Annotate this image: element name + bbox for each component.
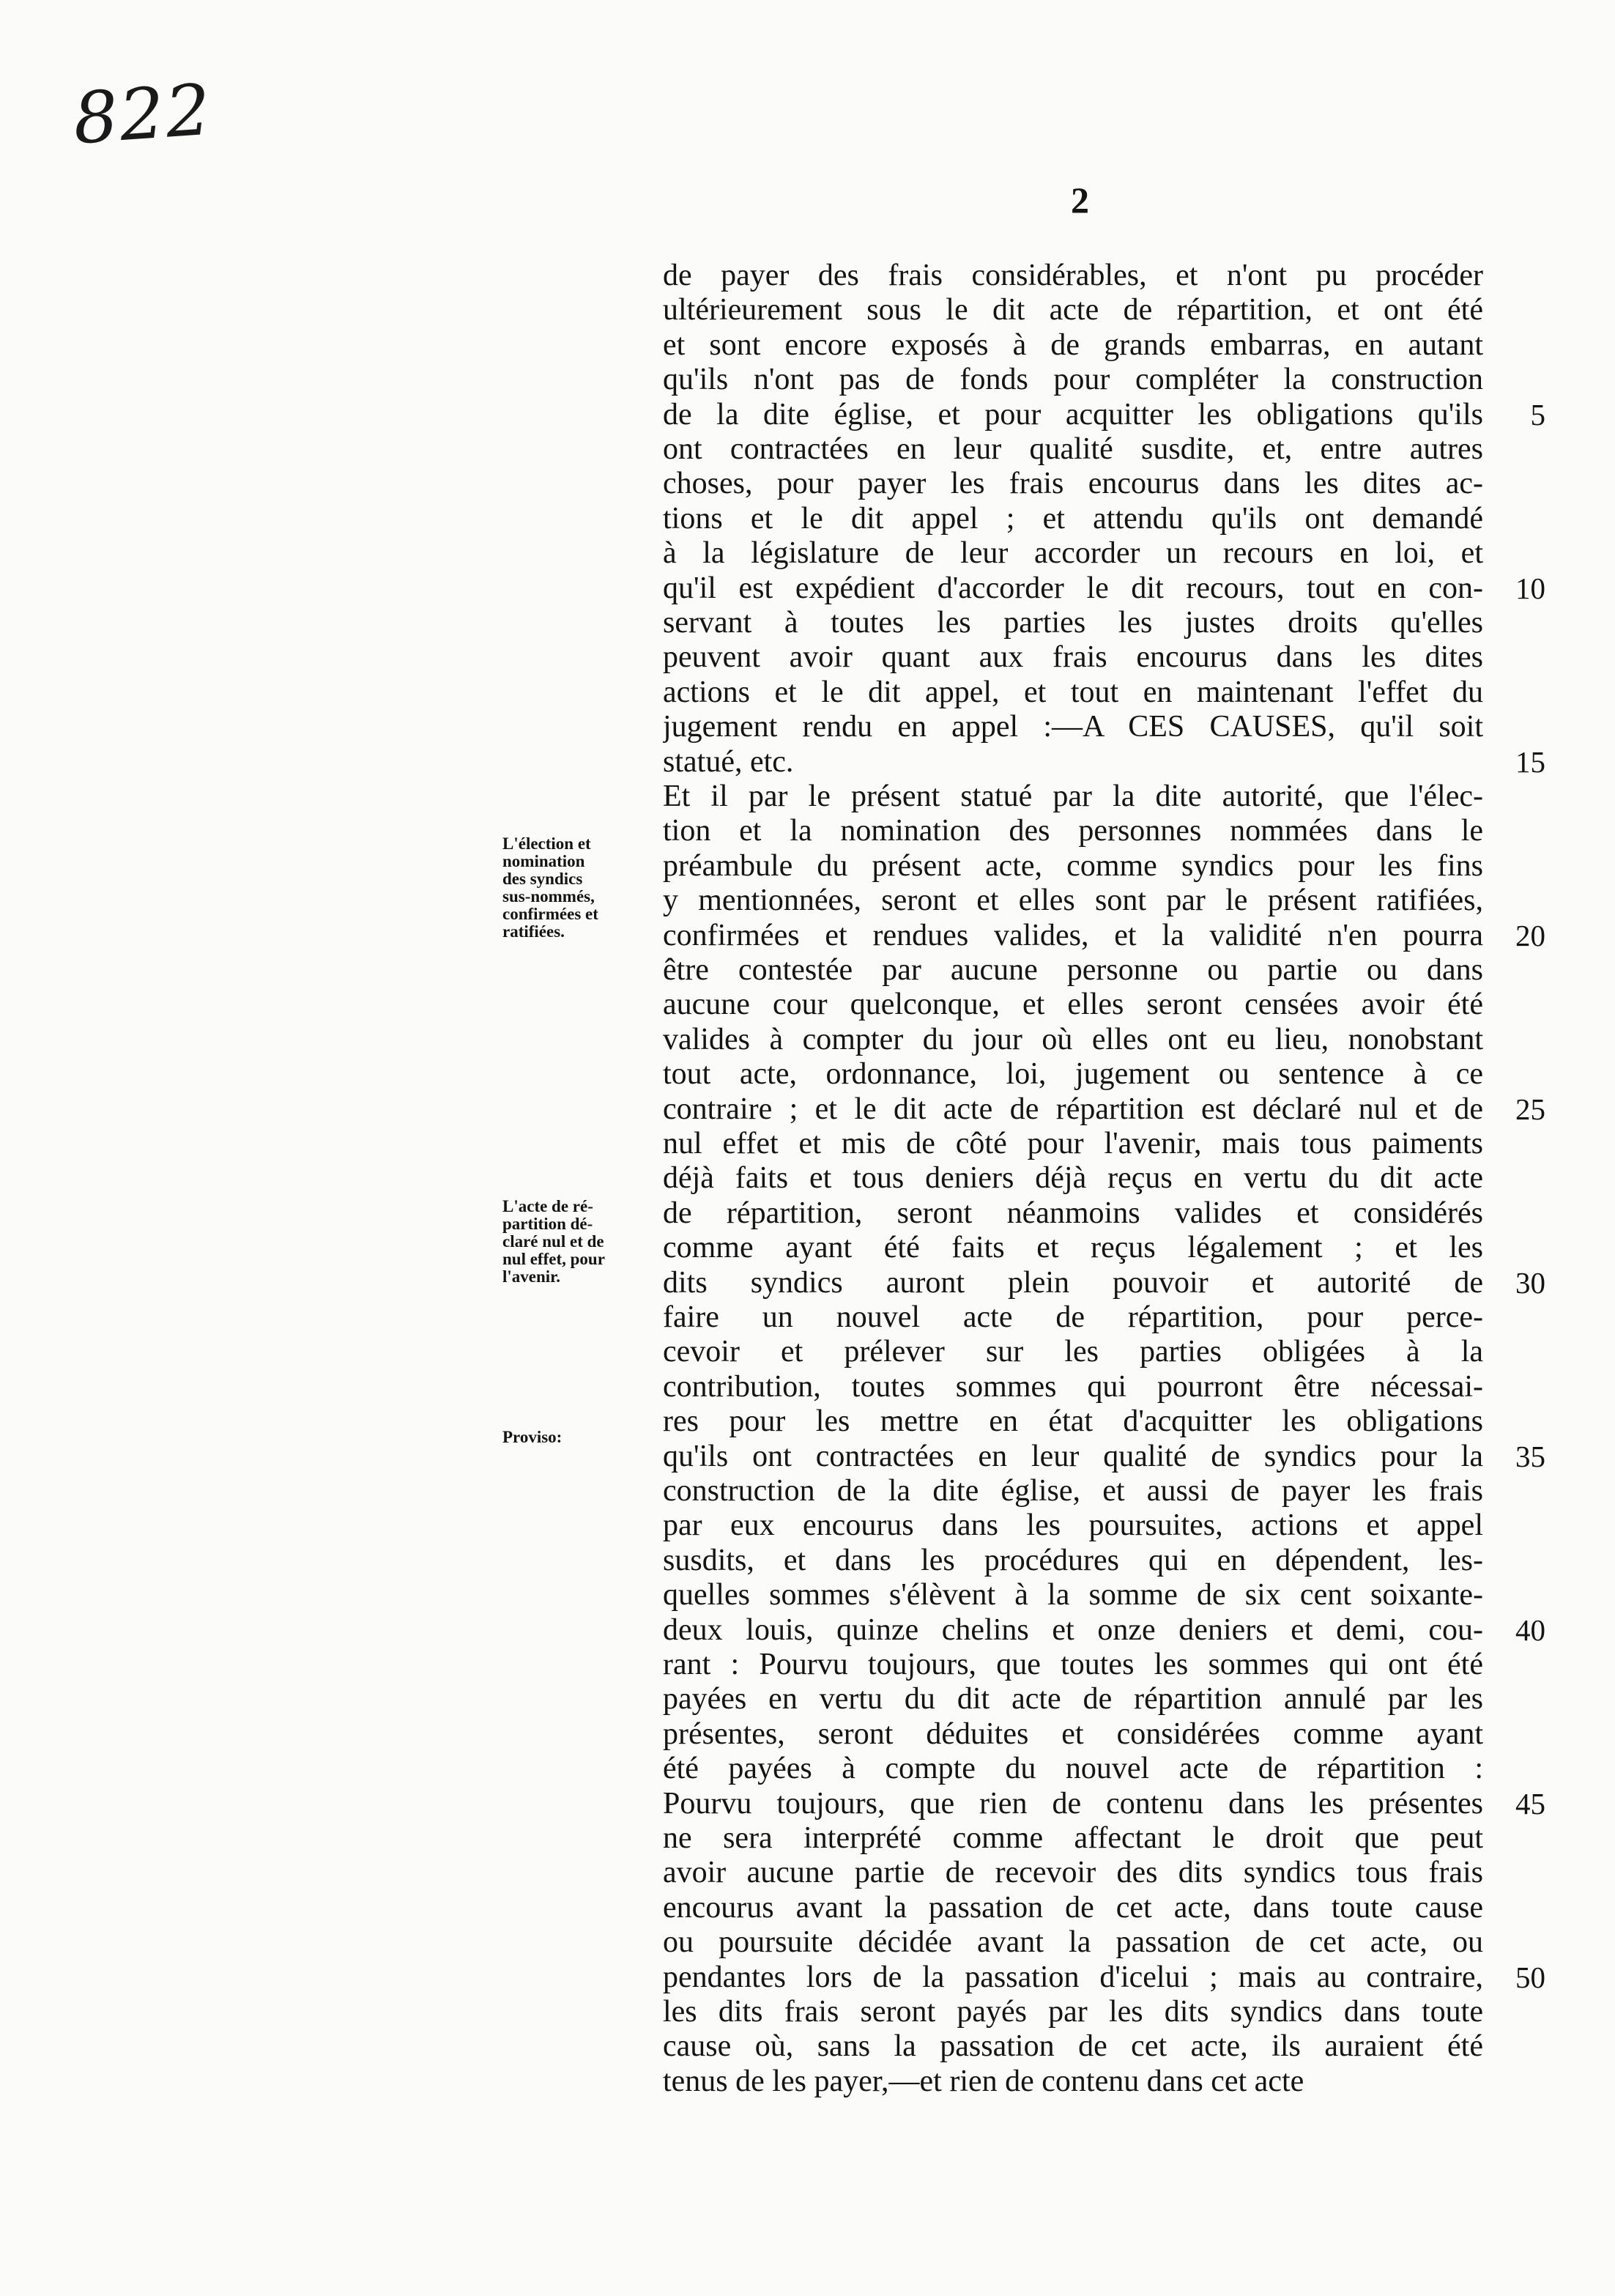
body-line: présentes, seront déduites et considérées comme ayant bbox=[663, 1717, 1483, 1751]
body-line: et sont encore exposés à de grands embarras, en autant bbox=[663, 327, 1483, 362]
body-line: ne sera interprété comme affectant le droit que peut bbox=[663, 1821, 1483, 1855]
margin-note-line: L'acte de ré- bbox=[502, 1197, 593, 1215]
body-line: faire un nouvel acte de répartition, pour perce- bbox=[663, 1300, 1483, 1334]
body-line: comme ayant été faits et reçus légalement ; et les bbox=[663, 1231, 1483, 1265]
body-line: tout acte, ordonnance, loi, jugement ou sentence à ce bbox=[663, 1057, 1483, 1092]
body-line: cevoir et prélever sur les parties obligées à la bbox=[663, 1335, 1483, 1369]
body-line: à la législature de leur accorder un recours en loi, et bbox=[663, 536, 1483, 571]
margin-note bbox=[502, 1429, 649, 1446]
body-line: cause où, sans la passation de cet acte, ils auraient été bbox=[663, 2029, 1483, 2064]
body-line: contraire ; et le dit acte de répartition est déclaré nul et de bbox=[663, 1092, 1483, 1126]
line-number: 15 bbox=[1515, 744, 1545, 779]
body-line: statué, etc. bbox=[663, 744, 794, 779]
body-line: aucune cour quelconque, et elles seront censées avoir été bbox=[663, 988, 1483, 1022]
body-line: de la dite église, et pour acquitter les obligations qu'ils bbox=[663, 397, 1483, 432]
body-line: encourus avant la passation de cet acte, dans toute cause bbox=[663, 1890, 1483, 1925]
line-number: 50 bbox=[1515, 1960, 1545, 1994]
body-line: payées en vertu du dit acte de répartition annulé par les bbox=[663, 1682, 1483, 1717]
margin-note-line: claré nul et de bbox=[502, 1232, 604, 1251]
body-line: rant : Pourvu toujours, que toutes les sommes qui ont été bbox=[663, 1648, 1483, 1681]
body-line: y mentionnées, seront et elles sont par le présent ratifiées, bbox=[663, 884, 1483, 918]
line-number: 45 bbox=[1515, 1786, 1545, 1821]
body-line: susdits, et dans les procédures qui en dépendent, les- bbox=[663, 1543, 1483, 1577]
line-number: 35 bbox=[1515, 1439, 1545, 1473]
body-line: déjà faits et tous deniers déjà reçus en vertu du dit acte bbox=[663, 1161, 1483, 1196]
body-line: jugement rendu en appel :—A CES CAUSES, qu'il soit bbox=[663, 710, 1483, 744]
body-line: pendantes lors de la passation d'icelui ; mais au contraire, bbox=[663, 1960, 1483, 1994]
body-line: par eux encourus dans les poursuites, actions et appel bbox=[663, 1508, 1483, 1543]
body-line: valides à compter du jour où elles ont eu lieu, nonobstant bbox=[663, 1022, 1483, 1056]
margin-note-line: confirmées et bbox=[502, 905, 598, 923]
line-number: 40 bbox=[1515, 1612, 1545, 1647]
line-number: 25 bbox=[1515, 1092, 1545, 1126]
margin-note-line: ratifiées. bbox=[502, 922, 565, 941]
body-line: deux louis, quinze chelins et onze deniers et demi, cou- bbox=[663, 1612, 1483, 1647]
body-line: servant à toutes les parties les justes droits qu'elles bbox=[663, 606, 1483, 640]
body-line: construction de la dite église, et aussi de payer les frais bbox=[663, 1474, 1483, 1508]
line-number: 20 bbox=[1515, 918, 1545, 952]
line-number: 10 bbox=[1515, 571, 1545, 605]
body-line: qu'ils ont contractées en leur qualité de syndics pour la bbox=[663, 1439, 1483, 1473]
body-line: res pour les mettre en état d'acquitter les obligations bbox=[663, 1404, 1483, 1439]
handwritten-page-mark: 822 bbox=[70, 68, 215, 160]
body-line: contribution, toutes sommes qui pourront être nécessai- bbox=[663, 1369, 1483, 1404]
margin-note bbox=[502, 835, 649, 941]
body-line: dits syndics auront plein pouvoir et autorité de bbox=[663, 1265, 1483, 1300]
body-line: tions et le dit appel ; et attendu qu'ils ont demandé bbox=[663, 501, 1483, 536]
body-line: confirmées et rendues valides, et la validité n'en pourra bbox=[663, 918, 1483, 952]
body-line: être contestée par aucune personne ou partie ou dans bbox=[663, 953, 1483, 987]
margin-note-line: sus-nommés, bbox=[502, 887, 595, 906]
margin-note-line: des syndics bbox=[502, 870, 583, 888]
body-line: ont contractées en leur qualité susdite, et, entre autres bbox=[663, 432, 1483, 466]
margin-note bbox=[502, 1198, 649, 1286]
margin-note-line: partition dé- bbox=[502, 1215, 593, 1233]
body-line: actions et le dit appel, et tout en maintenant l'effet du bbox=[663, 675, 1483, 709]
body-line: quelles sommes s'élèvent à la somme de six cent soixante- bbox=[663, 1578, 1483, 1612]
body-line: qu'ils n'ont pas de fonds pour compléter la construction bbox=[663, 363, 1483, 397]
body-line: qu'il est expédient d'accorder le dit recours, tout en con- bbox=[663, 571, 1483, 605]
margin-note-line: L'élection et bbox=[502, 834, 591, 853]
body-line: tion et la nomination des personnes nommées dans le bbox=[663, 814, 1483, 848]
body-line: ultérieurement sous le dit acte de répartition, et ont été bbox=[663, 293, 1483, 327]
body-line: choses, pour payer les frais encourus dans les dites ac- bbox=[663, 467, 1483, 501]
margin-note-line: nomination bbox=[502, 852, 585, 870]
body-line: ou poursuite décidée avant la passation de cet acte, ou bbox=[663, 1925, 1483, 1960]
page-number: 2 bbox=[1071, 179, 1089, 221]
margin-note-line: Proviso: bbox=[502, 1428, 563, 1446]
body-line: préambule du présent acte, comme syndics pour les fins bbox=[663, 848, 1483, 883]
line-number: 30 bbox=[1515, 1265, 1545, 1300]
body-line: nul effet et mis de côté pour l'avenir, mais tous paiments bbox=[663, 1127, 1483, 1160]
margin-note-line: l'avenir. bbox=[502, 1267, 561, 1286]
body-line: peuvent avoir quant aux frais encourus dans les dites bbox=[663, 640, 1483, 675]
body-line: de répartition, seront néanmoins valides et considérés bbox=[663, 1196, 1483, 1230]
body-line: été payées à compte du nouvel acte de répartition : bbox=[663, 1752, 1483, 1786]
body-line: tenus de les payer,—et rien de contenu dans cet acte bbox=[663, 2064, 1304, 2098]
margin-note-line: nul effet, pour bbox=[502, 1250, 605, 1268]
body-line: Et il par le présent statué par la dite autorité, que l'élec- bbox=[663, 779, 1483, 813]
body-line: de payer des frais considérables, et n'ont pu procéder bbox=[663, 259, 1483, 292]
body-line: Pourvu toujours, que rien de contenu dans les présentes bbox=[663, 1786, 1483, 1821]
line-number: 5 bbox=[1530, 397, 1545, 432]
body-line: les dits frais seront payés par les dits syndics dans toute bbox=[663, 1995, 1483, 2029]
body-line: avoir aucune partie de recevoir des dits syndics tous frais bbox=[663, 1856, 1483, 1890]
